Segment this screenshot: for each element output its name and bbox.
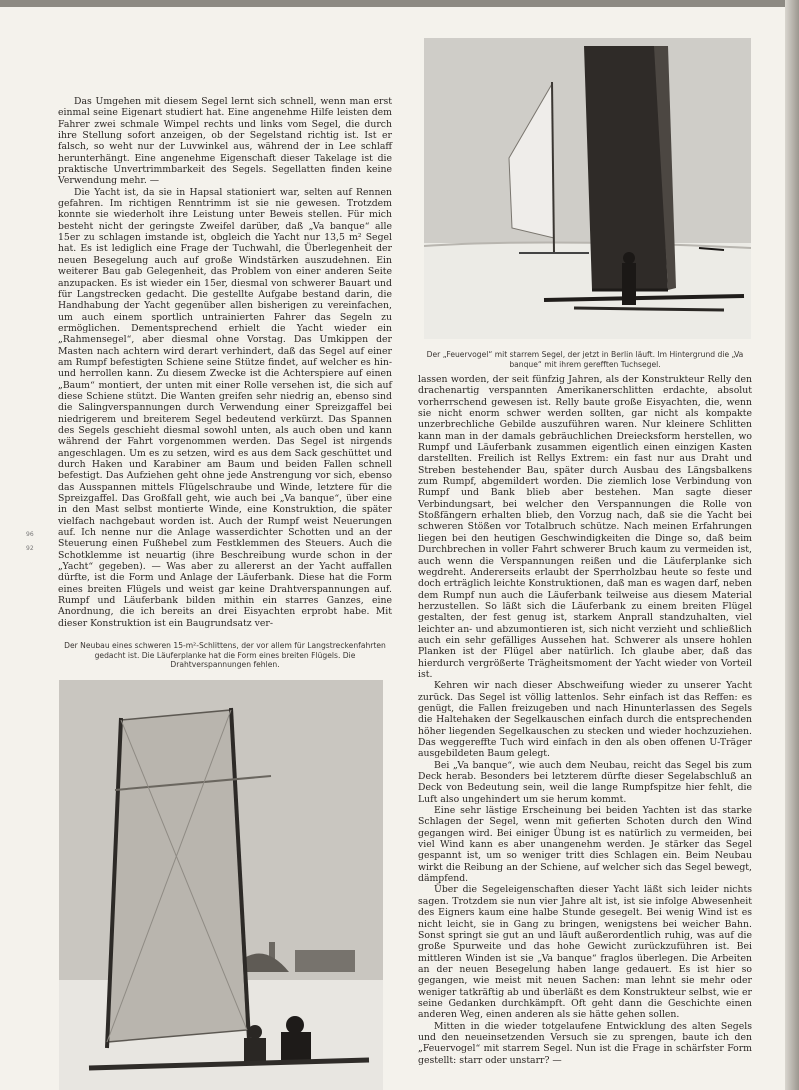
margin-mark: 96 xyxy=(26,531,34,538)
paragraph: Kehren wir nach dieser Abschweifung wieder zu unserer Yacht zurück. Das Segel ist völlig lattenlos. Sehr einfach ist das Reffen: es genügt, die Fallen freizugeben und nach Hinunterlassen des Segels die Haltehaken der Segelkauschen einfach durch die entsprechenden höher liegenden Segelkauschen zu stecken und wieder hochzuziehen. Das weggereffte Tuch wird einfach in den als oben offenen U-Träger ausgebildeten Baum gelegt. xyxy=(418,680,752,760)
photo-caption-top: Der „Feuervogel“ mit starrem Segel, der jetzt in Berlin läuft. Im Hintergrund die „Va banque“ mit ihrem gerefften Tuchsegel. xyxy=(426,350,744,369)
photo-feuervogel xyxy=(424,38,751,339)
text-column-right xyxy=(418,374,752,1066)
page-edge-shadow xyxy=(785,0,799,1090)
margin-marks xyxy=(26,528,34,556)
paragraph: Über die Segeleigenschaften dieser Yacht läßt sich leider nichts sagen. Trotzdem sie nun vier Jahre alt ist, ist sie infolge Abwesenheit des Eigners kaum eine halbe Stunde gesegelt. Bei wenig Wind ist es nicht leicht, sie in Gang zu bringen, wenigstens bei weicher Bahn. Sonst springt sie gut an und läuft außerordentlich ruhig, was auf die große Spurweite und das hohe Gewicht zurückzuführen ist. Bei mittleren Winden ist sie „Va banque“ fraglos überlegen. Die Arbeiten an der neuen Besegelung haben lange gedauert. Es ist hier so gegangen, wie meist mit neuen Sachen: man lehnt sie mehr oder weniger tatkräftig ab und überläßt es dem Konstrukteur selbst, wie er seine Gedanken durchkämpft. Oft geht dann die Geschichte einen anderen Weg, einen anderen als sie hätte gehen sollen. xyxy=(418,884,752,1021)
paragraph: Eine sehr lästige Erscheinung bei beiden Yachten ist das starke Schlagen der Segel, wenn mit gefierten Schoten durch den Wind gegangen wird. Bei einiger Übung ist es natürlich zu vermeiden, bei viel Wind kann es aber unangenehm werden. Je stärker das Segel gespannt ist, um so weniger tritt dies Schlagen ein. Beim Neubau wirkt die Reibung an der Schiene, auf welcher sich das Segel bewegt, dämpfend. xyxy=(418,805,752,885)
paragraph: Mitten in die wieder totgelaufene Entwicklung des alten Segels und den neueinsetzenden Versuch sie zu sprengen, baute ich den „Feuervogel“ mit starrem Segel. Nun ist die Frage in schärfster Form gestellt: starr oder unstarr? — xyxy=(418,1020,752,1066)
top-edge xyxy=(0,0,799,7)
iceyacht-photo-illustration xyxy=(424,38,751,339)
paragraph: Die Yacht ist, da sie in Hapsal stationiert war, selten auf Rennen gefahren. Im richtigen Renntrimm ist sie nie gewesen. Trotzdem konnte sie wiederholt ihre Leistung unter Beweis stellen. Für mich besteht nicht der geringste Zweifel darüber, daß „Va banque“ alle 15er zu schlagen imstande ist, obgleich die Yacht nur 13,5 m² Segel hat. Es ist lediglich eine Frage der Tuchwahl, die Überlegenheit der neuen Besegelung auch auf große Windstärken auszudehnen. Ein weiterer Bau gab Gelegenheit, das Problem von einer anderen Seite anzupacken. Es ist wieder ein 15er, diesmal von schwerer Bauart und für Langstrecken gedacht. Die gestellte Aufgabe bestand darin, die Handhabung der Yacht gegenüber allen bisherigen zu vereinfachen, um auch einem sportlich untrainierten Fahrer das Segeln zu ermöglichen. Dementsprechend erhielt die Yacht wieder ein „Rahmensegel“, aber diesmal ohne Vorstag. Das Umkippen der Masten nach achtern wird derart verhindert, daß das Segel auf einer am Rumpf befestigten Schiene seine Stütze findet, auf welcher es hin- und herrollen kann. Zu diesem Zwecke ist die Achterspiere auf einen „Baum“ montiert, der unten mit einer Rolle versehen ist, die sich auf diese Schiene stützt. Die Wanten greifen sehr niedrig an, ebenso sind die Salingverspannungen durch Verwendung einer Spreizgaffel bei niedrigerem und breiterem Segel bedeutend verkürzt. Das Spannen des Segels geschieht diesmal sowohl unten, als auch oben und kann während der Fahrt vorgenommen werden. Das Segel ist nirgends angeschlagen. Um es zu setzen, wird es aus dem Sack geschüttet und durch Haken und Karabiner am Baum und beiden Fallen schnell befestigt. Das Aufziehen geht ohne jede Anstrengung vor sich, ebenso das Ausspannen mittels Flügelschraube und Winde, letztere für die Spreizgaffel. Das Großfall geht, wie auch bei „Va banque“, über eine in den Mast selbst montierte Winde, eine Konstruktion, die später vielfach nachgebaut worden ist. Auch der Rumpf weist Neuerungen auf. Ich nenne nur die Anlage wasserdichter Schotten und an der Steuerung einen Fußhebel zum Festklemmen des Steuers. Auch die Schotklemme ist neuartig (ihre Beschreibung wurde schon in der „Yacht“ gegeben). — Was aber zu allererst an der Yacht auffallen dürfte, ist die Form und Anlage der Läuferbank. Diese hat die Form eines breiten Flügels und weist gar keine Drahtverspannungen auf. Rumpf und Läuferbank bilden mithin ein starres Ganzes, eine Anordnung, die ich bereits an drei Eisyachten erprobt habe. Mit dieser Konstruktion ist ein Baugrundsatz ver- xyxy=(58,186,392,629)
photo-neubau xyxy=(59,680,383,1090)
iceyacht-neubau-illustration xyxy=(59,680,383,1090)
paragraph: Das Umgehen mit diesem Segel lernt sich schnell, wenn man erst einmal seine Eigenart studiert hat. Eine angenehme Hilfe leisten dem Fahrer zwei schmale Wimpel rechts und links vom Segel, die durch ihre Stellung sofort anzeigen, ob der Segelstand richtig ist. Ist er falsch, so weht nur der Luvwinkel aus, während der in Lee schlaff herunterhängt. Eine angenehme Eigenschaft dieser Takelage ist die praktische Unvertrimmbarkeit des Segels. Segellatten finden keine Verwendung mehr. — xyxy=(58,96,392,187)
paragraph: Bei „Va banque“, wie auch dem Neubau, reicht das Segel bis zum Deck herab. Besonders bei letzterem dürfte dieser Segelabschluß an Deck von Bedeutung sein, weil die lange Rumpfspitze hier fehlt, die Luft also ungehindert um sie herum kommt. xyxy=(418,759,752,805)
margin-mark: 92 xyxy=(26,545,34,552)
text-column-left xyxy=(58,96,392,629)
photo-caption-bottom: Der Neubau eines schweren 15-m²-Schlittens, der vor allem für Langstreckenfahrten gedacht ist. Die Läuferplanke hat die Form eines breiten Flügels. Die Drahtverspannungen fehlen. xyxy=(64,641,386,670)
paragraph: lassen worden, der seit fünfzig Jahren, als der Konstrukteur Relly den drachenartig verspannten Amerikanerschlitten erdachte, absolut vorherrschend gewesen ist. Relly baute große Eisyachten, die, wenn sie nicht enorm schwer werden sollten, gar nicht als kompakte unzerbrechliche Gebilde auszuführen waren. Nur kleinere Schlitten kann man in der damals gebräuchlichen Dreiecksform herstellen, wo Rumpf und Läuferbank zusammen eigentlich einen einzigen Kasten darstellten. Freilich ist Rellys Extrem: ein fast nur aus Draht und Streben bestehender Bau, später durch Ausbau des Längsbalkens zum Rumpf, abgemildert worden. Die ziemlich lose Verbindung von Rumpf und Bank blieb aber bestehen. Man sagte dieser Verbindungsart, bei welcher den Verspannungen die Rolle von Stoßfängern erhalten blieb, den Vorzug nach, daß sie die Yacht bei schweren Stößen vor Totalbruch schütze. Nach meinen Erfahrungen liegen bei den heutigen Geschwindigkeiten die Dinge so, daß beim Durchbrechen in voller Fahrt schwerer Bruch kaum zu vermeiden ist, auch wenn die Verspannungen reißen und die Läuferplanke sich wegdreht. Andererseits erlaubt der Sperrholzbau heute so feste und doch erträglich leichte Konstruktionen, daß man es wagen darf, neben dem Rumpf nun auch die Läuferbank teilweise aus diesem Material herzustellen. So läßt sich die Läuferbank zu einem breiten Flügel gestalten, der fest genug ist, starkem Anprall standzuhalten, viel leichter an- und abzumontieren ist, sich nicht verzieht und schließlich auch ein sehr gefälliges Aussehen hat. Schwerer als unsere hohlen Planken ist der Flügel aber natürlich. Ich glaube aber, daß das hierdurch vergrößerte Trägheitsmoment der Yacht wieder von Vorteil ist. xyxy=(418,374,752,680)
